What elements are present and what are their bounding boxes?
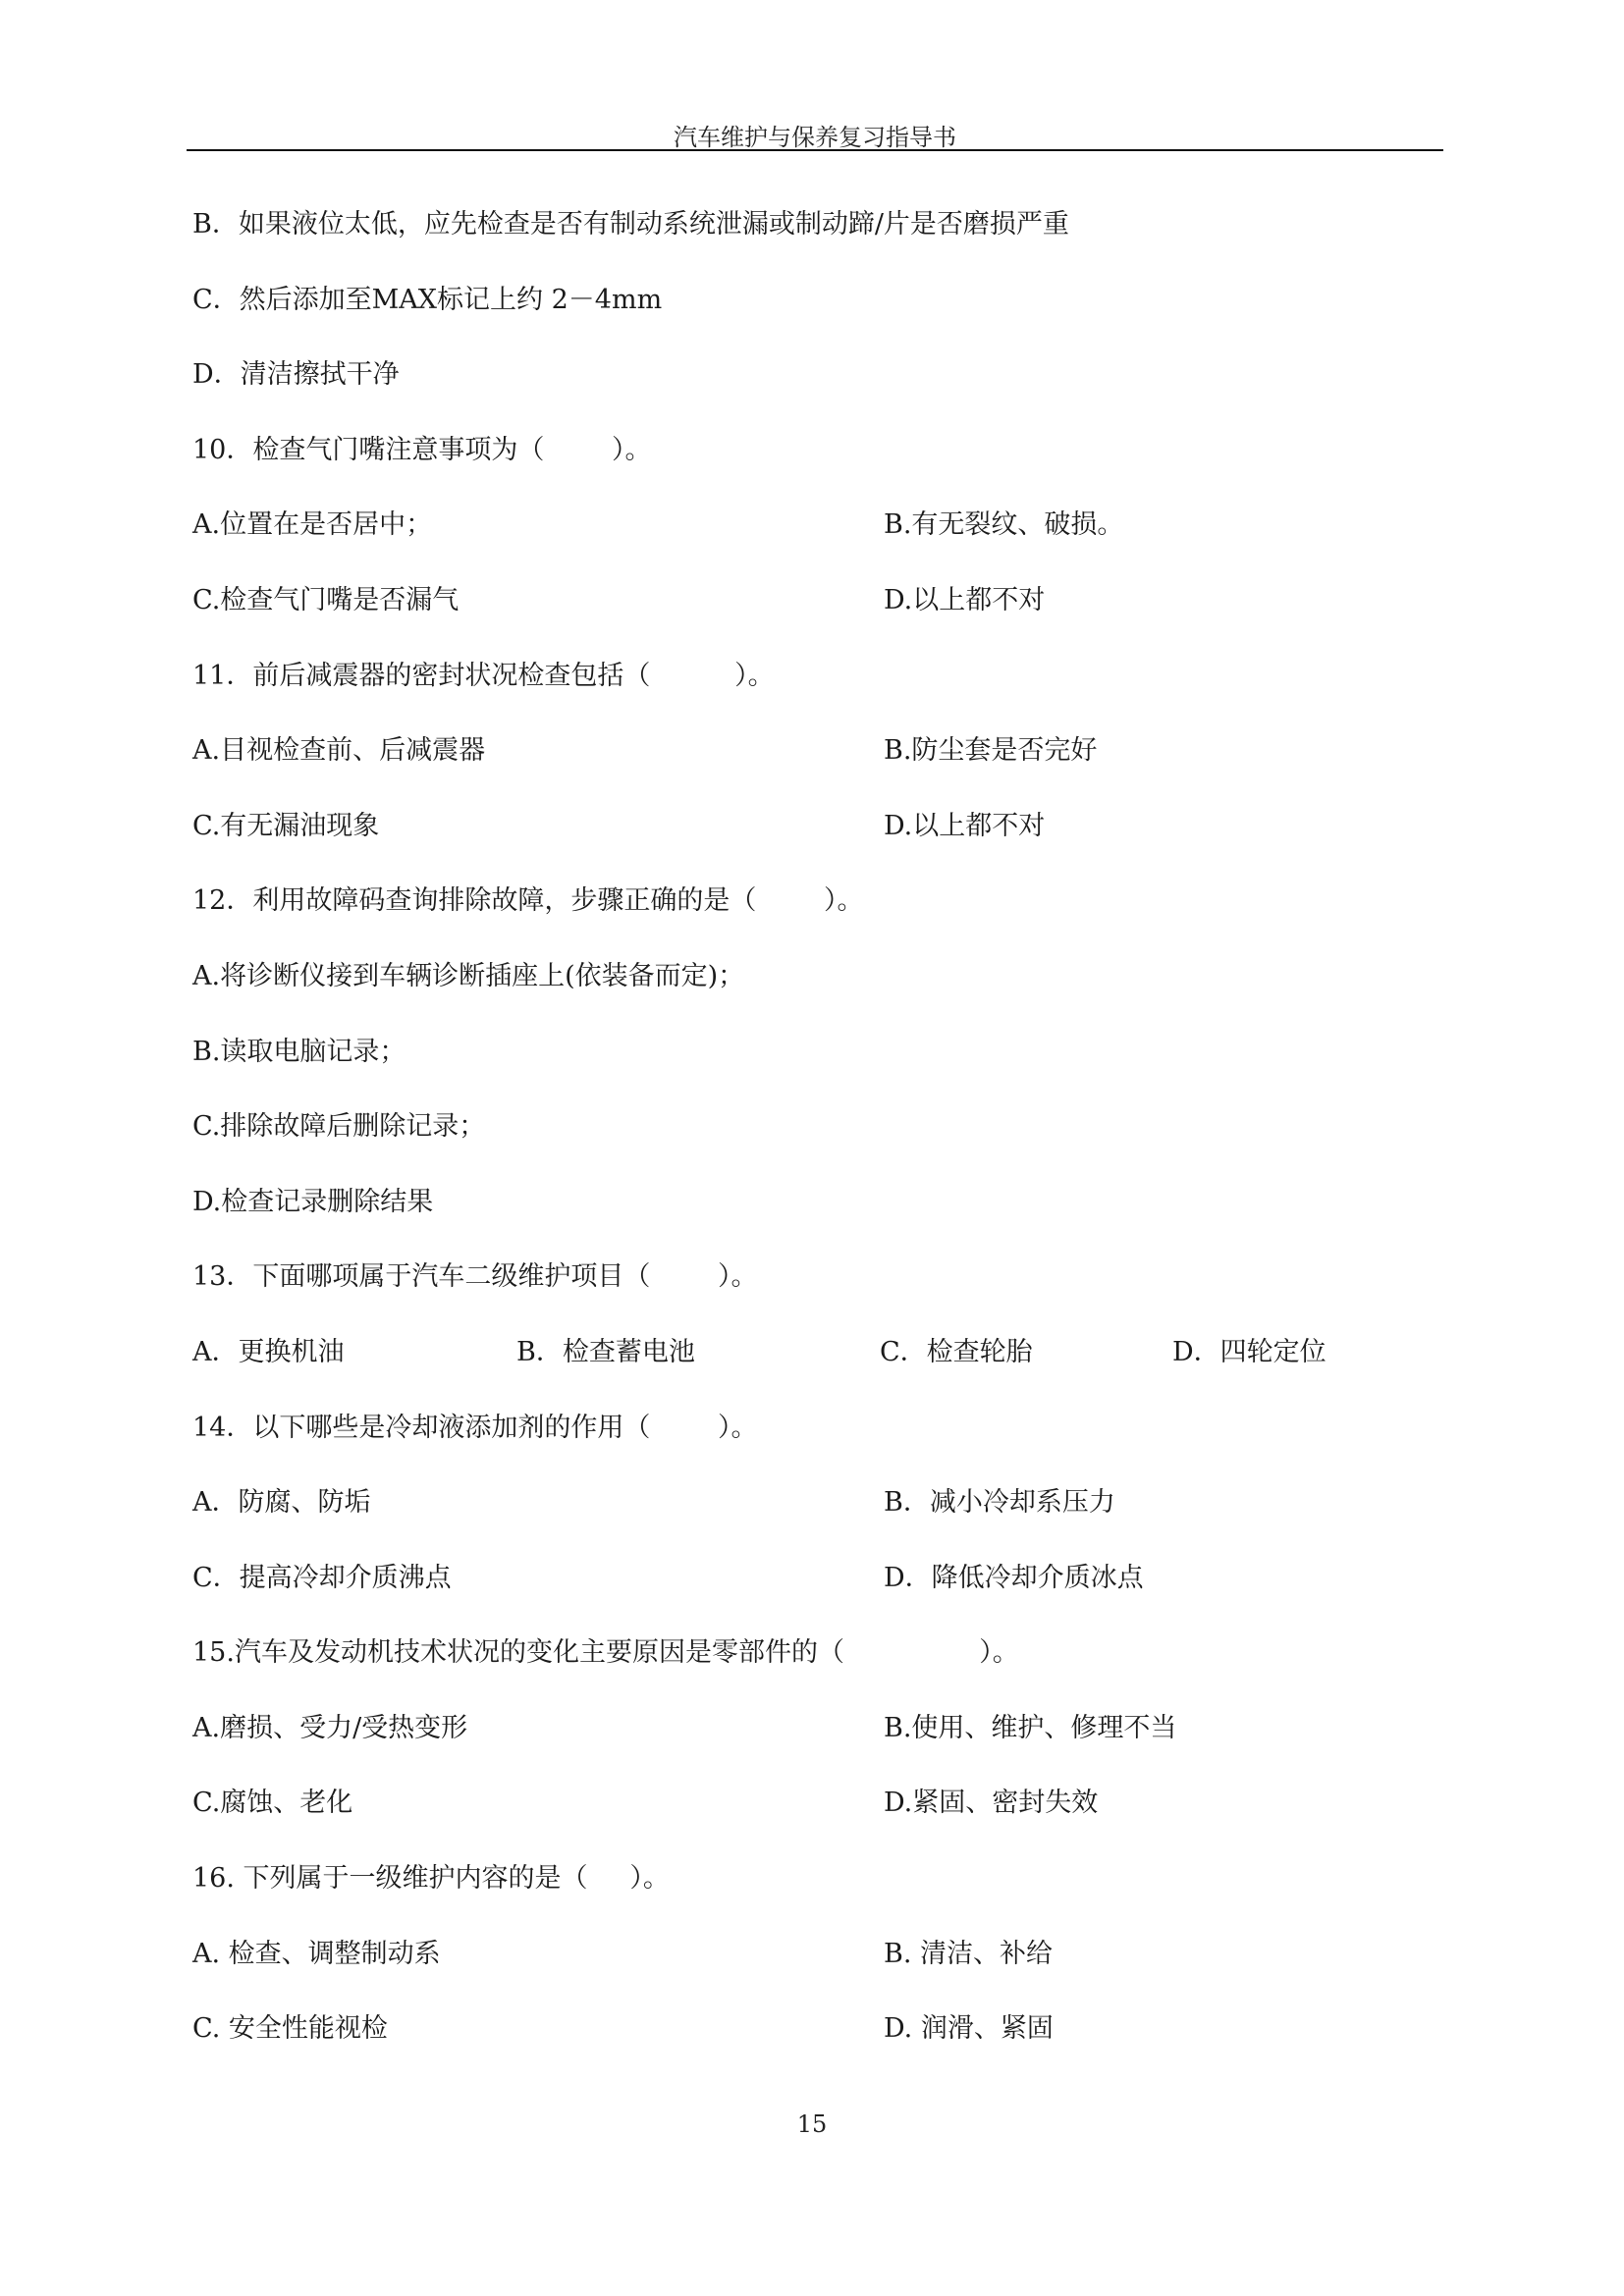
header-title: 汽车维护与保养复习指导书 bbox=[674, 124, 956, 151]
option-d: D.以上都不对 bbox=[884, 810, 1046, 841]
option-line bbox=[192, 953, 1449, 1029]
option-row bbox=[192, 1705, 1449, 1781]
option-line bbox=[192, 277, 1449, 352]
question-text: 11．前后减震器的密封状况检查包括（ ）。 bbox=[192, 660, 775, 691]
option-c: C．检查轮胎 bbox=[880, 1336, 1033, 1367]
option-c: C. 安全性能视检 bbox=[192, 2013, 388, 2045]
option-a: A．防腐、防垢 bbox=[192, 1487, 371, 1519]
option-line bbox=[192, 1029, 1449, 1104]
option-d: D.检查记录删除结果 bbox=[192, 1186, 434, 1217]
option-c: C.有无漏油现象 bbox=[192, 810, 380, 841]
question-text: 16. 下列属于一级维护内容的是（ ）。 bbox=[192, 1863, 670, 1895]
option-row bbox=[192, 502, 1449, 577]
option-line bbox=[192, 1179, 1449, 1255]
option-d: D.紧固、密封失效 bbox=[884, 1788, 1099, 1819]
option-line bbox=[192, 201, 1449, 277]
question-15 bbox=[192, 1629, 1449, 1705]
option-line bbox=[192, 351, 1449, 427]
option-c: C．提高冷却介质沸点 bbox=[192, 1562, 452, 1593]
question-10 bbox=[192, 427, 1449, 503]
option-row bbox=[192, 1780, 1449, 1855]
option-row bbox=[192, 727, 1449, 803]
option-b: B.防尘套是否完好 bbox=[884, 735, 1098, 767]
option-a: A．更换机油 bbox=[192, 1336, 345, 1367]
option-b: B．减小冷却系压力 bbox=[884, 1487, 1115, 1519]
question-13 bbox=[192, 1254, 1449, 1329]
line-text: B．如果液位太低，应先检查是否有制动系统泄漏或制动蹄/片是否磨损严重 bbox=[192, 209, 1069, 240]
option-row bbox=[192, 1329, 1449, 1405]
option-b: B. 清洁、补给 bbox=[884, 1938, 1054, 1969]
question-text: 15.汽车及发动机技术状况的变化主要原因是零部件的（ ）。 bbox=[192, 1637, 1019, 1669]
question-text: 14．以下哪些是冷却液添加剂的作用（ ）。 bbox=[192, 1412, 758, 1443]
question-text: 10．检查气门嘴注意事项为（ ）。 bbox=[192, 434, 652, 465]
question-content bbox=[192, 201, 1449, 2081]
question-text: 13．下面哪项属于汽车二级维护项目（ ）。 bbox=[192, 1261, 758, 1293]
option-a: A.将诊断仪接到车辆诊断插座上(依装备而定)； bbox=[192, 960, 745, 991]
option-c: C.腐蚀、老化 bbox=[192, 1788, 353, 1819]
option-row bbox=[192, 2005, 1449, 2081]
line-text: C．然后添加至MAX标记上约 2－4mm bbox=[192, 284, 663, 315]
question-11 bbox=[192, 653, 1449, 728]
option-a: A.位置在是否居中； bbox=[192, 509, 433, 541]
option-b: B．检查蓄电池 bbox=[516, 1336, 695, 1367]
option-b: B.使用、维护、修理不当 bbox=[884, 1712, 1177, 1743]
option-b: B.有无裂纹、破损。 bbox=[884, 509, 1124, 541]
option-d: D. 润滑、紧固 bbox=[884, 2013, 1054, 2045]
option-row bbox=[192, 1555, 1449, 1630]
option-d: D.以上都不对 bbox=[884, 584, 1046, 615]
option-c: C.检查气门嘴是否漏气 bbox=[192, 584, 460, 615]
question-16 bbox=[192, 1855, 1449, 1931]
option-d: D．四轮定位 bbox=[1172, 1336, 1326, 1367]
page-number: 15 bbox=[796, 2110, 828, 2138]
option-a: A.目视检查前、后减震器 bbox=[192, 735, 486, 767]
option-row bbox=[192, 1931, 1449, 2006]
header-rule bbox=[187, 149, 1443, 151]
line-text: D．清洁擦拭干净 bbox=[192, 359, 400, 391]
option-row bbox=[192, 803, 1449, 879]
option-a: A.磨损、受力/受热变形 bbox=[192, 1712, 468, 1743]
question-12 bbox=[192, 878, 1449, 953]
question-text: 12．利用故障码查询排除故障，步骤正确的是（ ）。 bbox=[192, 885, 864, 917]
option-c: C.排除故障后删除记录； bbox=[192, 1111, 486, 1143]
question-14 bbox=[192, 1405, 1449, 1480]
option-a: A. 检查、调整制动系 bbox=[192, 1938, 441, 1969]
option-row bbox=[192, 577, 1449, 653]
option-b: B.读取电脑记录； bbox=[192, 1036, 406, 1067]
option-d: D．降低冷却介质冰点 bbox=[884, 1562, 1144, 1593]
option-line bbox=[192, 1103, 1449, 1179]
option-row bbox=[192, 1479, 1449, 1555]
